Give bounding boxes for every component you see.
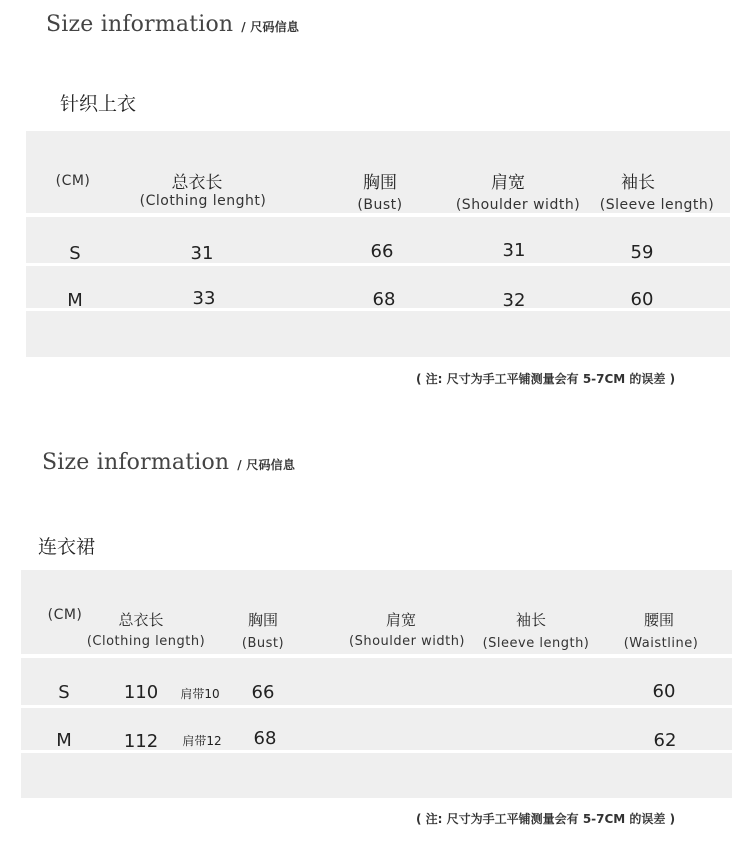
title-text: Size information (46, 12, 234, 37)
product-name: 连衣裙 (38, 536, 96, 558)
header-waist-cn: 腰围 (643, 611, 674, 629)
size-label: S (58, 682, 70, 703)
header-bust-en: (Bust) (357, 197, 403, 213)
section-title (42, 450, 295, 475)
row-band (26, 311, 730, 357)
header-waist-en: (Waistline) (623, 636, 699, 651)
size-section-bottom (0, 436, 750, 842)
header-shoulder-en: (Shoulder width) (455, 197, 581, 213)
header-sleeve-cn: 袖长 (621, 173, 655, 193)
measurement-note: ( 注: 尺寸为手工平铺测量会有 5-7CM 的误差 ) (416, 372, 676, 386)
header-bust-en: (Bust) (241, 636, 285, 651)
section-title (46, 12, 299, 37)
waist-value: 62 (653, 730, 677, 751)
bust-value: 68 (253, 728, 277, 749)
sleeve-value: 60 (630, 289, 654, 310)
row-band (21, 753, 732, 798)
title-sub: / 尺码信息 (237, 458, 296, 472)
header-sleeve-en: (Sleeve length) (482, 636, 590, 651)
header-shoulder-cn: 肩宽 (491, 173, 525, 193)
title-sub: / 尺码信息 (241, 20, 300, 34)
header-bust-cn: 胸围 (247, 611, 278, 629)
product-name: 针织上衣 (60, 93, 137, 115)
length-value: 110 (123, 682, 159, 703)
size-label: M (67, 290, 83, 311)
strap-value: 肩带12 (182, 734, 222, 748)
sleeve-value: 59 (630, 242, 654, 263)
strap-value: 肩带10 (180, 687, 220, 701)
bust-value: 68 (372, 289, 396, 310)
header-shoulder-en: (Shoulder width) (349, 634, 465, 649)
size-label: S (69, 243, 81, 264)
header-length-cn: 总衣长 (118, 611, 164, 629)
length-value: 31 (190, 243, 214, 264)
size-table (21, 570, 732, 798)
header-bust-cn: 胸围 (363, 173, 397, 193)
header-sleeve-cn: 袖长 (515, 611, 546, 629)
length-value: 112 (123, 731, 159, 752)
shoulder-value: 31 (502, 240, 526, 261)
header-length-en: (Clothing lenght) (139, 193, 267, 209)
title-text: Size information (42, 450, 230, 475)
bust-value: 66 (370, 241, 394, 262)
length-value: 33 (192, 288, 216, 309)
size-table (26, 131, 730, 357)
header-unit: (CM) (47, 607, 83, 623)
header-length-en: (Clothing length) (86, 634, 206, 649)
header-unit: (CM) (55, 173, 91, 189)
bust-value: 66 (251, 682, 275, 703)
header-shoulder-cn: 肩宽 (385, 611, 416, 629)
measurement-note: ( 注: 尺寸为手工平铺测量会有 5-7CM 的误差 ) (416, 812, 676, 826)
shoulder-value: 32 (502, 290, 526, 311)
header-sleeve-en: (Sleeve length) (599, 197, 715, 213)
waist-value: 60 (652, 681, 676, 702)
size-label: M (56, 730, 72, 751)
header-length-cn: 总衣长 (171, 173, 223, 193)
